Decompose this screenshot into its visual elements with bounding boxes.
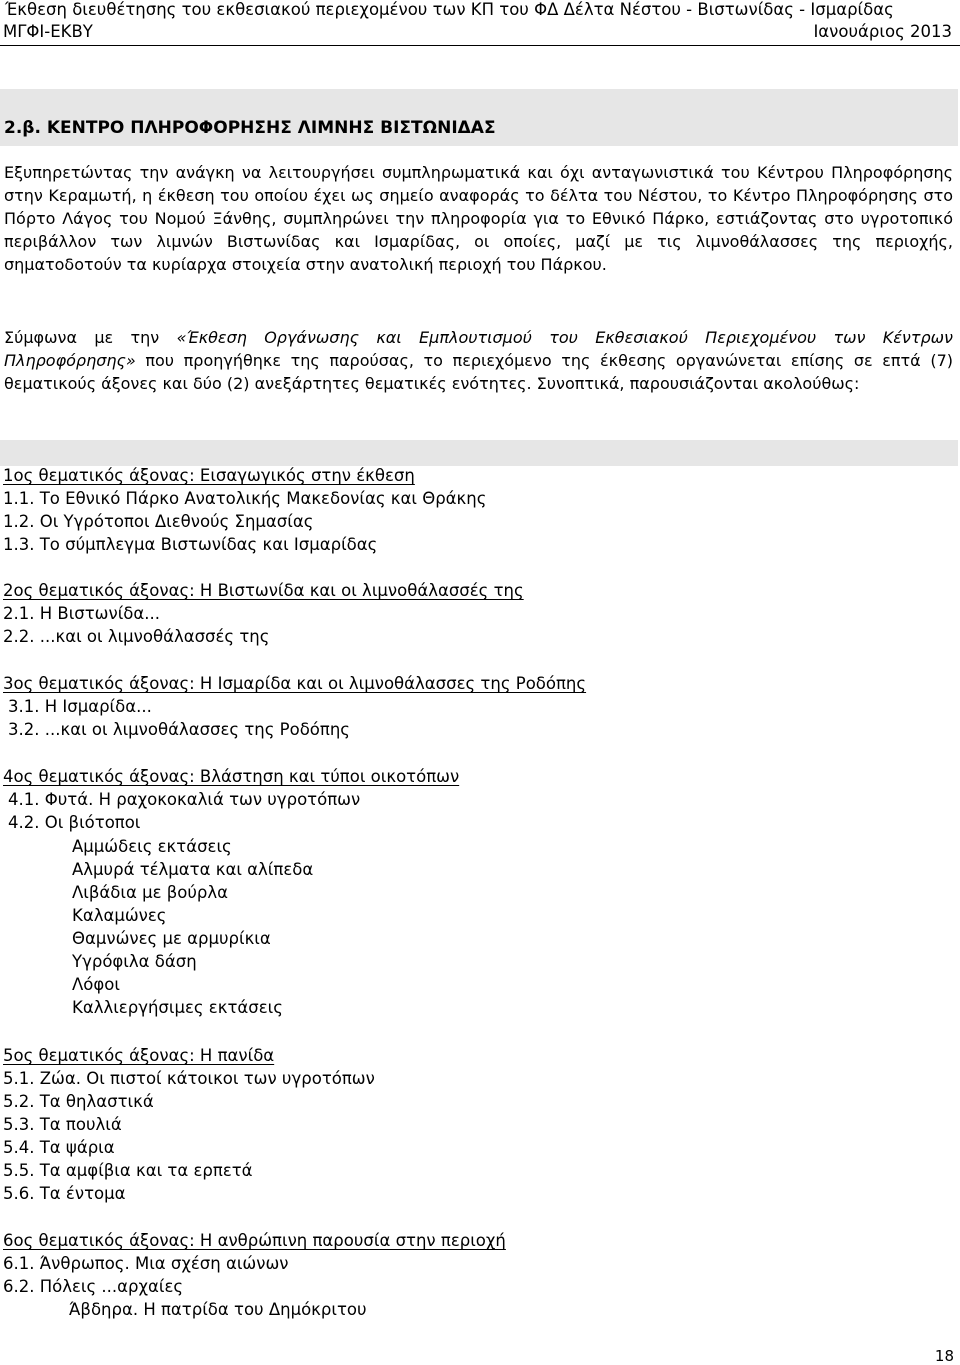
list-item: Υγρόφιλα δάση: [72, 952, 197, 971]
list-item: Άβδηρα. Η πατρίδα του Δημόκριτου: [69, 1300, 367, 1319]
list-item: 1.1. Το Εθνικό Πάρκο Ανατολικής Μακεδονίας και Θράκης: [3, 489, 487, 508]
thematic-axis-heading: 4ος θεματικός άξονας: Βλάστηση και τύποι οικοτόπων: [3, 767, 460, 786]
paragraph-text-end: που προηγήθηκε της παρούσας, το περιεχόμενο της έκθεσης οργανώνεται επίσης σε επτά (7) θεματικούς άξονες και δύο (2) ανεξάρτητες θεματικές ενότητες. Συνοπτικά, παρουσιάζονται ακολούθως:: [4, 351, 953, 394]
header-rule: [0, 45, 960, 46]
list-item: Λόφοι: [72, 975, 120, 994]
list-item: 5.1. Ζώα. Οι πιστοί κάτοικοι των υγροτόπων: [3, 1069, 375, 1088]
thematic-axis-heading: 5ος θεματικός άξονας: Η πανίδα: [3, 1046, 275, 1065]
section-heading: 2.β. ΚΕΝΤΡΟ ΠΛΗΡΟΦΟΡΗΣΗΣ ΛΙΜΝΗΣ ΒΙΣΤΩΝΙΔΑΣ: [4, 118, 496, 138]
list-item: Θαμνώνες με αρμυρίκια: [72, 929, 271, 948]
list-item: 1.2. Οι Υγρότοποι Διεθνούς Σημασίας: [3, 512, 314, 531]
list-item: 5.5. Τα αμφίβια και τα ερπετά: [3, 1161, 253, 1180]
list-item: Καλαμώνες: [72, 906, 167, 925]
header-title: Έκθεση διευθέτησης του εκθεσιακού περιεχομένου των ΚΠ του ΦΔ Δέλτα Νέστου - Βιστωνίδας - Ισμαρίδας: [5, 0, 894, 19]
intro-paragraph: Εξυπηρετώντας την ανάγκη να λειτουργήσει συμπληρωματικά και όχι ανταγωνιστικά του Κέντρου Πληροφόρησης στην Κεραμωτή, η έκθεση του οποίου έχει ως σημείο αναφοράς το δέλτα του Νέστου, το Κέντρο Πληροφόρησης στο Πόρτο Λάγος του Νομού Ξάνθης, συμπληρώνει την πληροφορία για το Εθνικό Πάρκο, εστιάζοντας στο υγροτοπικό περιβάλλον των λιμνών Βιστωνίδας και Ισμαρίδας, οι οποίες, μαζί με τις λιμνοθάλασσες της περιοχής, σηματοδοτούν τα κυρίαρχα στοιχεία στην ανατολική περιοχή του Πάρκου.: [4, 163, 953, 275]
list-item: 3.2. ...και οι λιμνοθάλασσες της Ροδόπης: [8, 720, 350, 739]
list-item: 6.2. Πόλεις ...αρχαίες: [3, 1277, 184, 1296]
list-item: 5.6. Τα έντομα: [3, 1184, 126, 1203]
header-date: Ιανουάριος 2013: [813, 22, 952, 41]
list-item: 5.2. Τα θηλαστικά: [3, 1092, 154, 1111]
list-item: 1.3. Το σύμπλεγμα Βιστωνίδας και Ισμαρίδας: [3, 535, 378, 554]
list-item: 5.3. Τα πουλιά: [3, 1115, 122, 1134]
separator-band: [0, 440, 958, 466]
thematic-axis-heading: 1ος θεματικός άξονας: Εισαγωγικός στην έκθεση: [3, 466, 415, 485]
list-item: 4.1. Φυτά. Η ραχοκοκαλιά των υγροτόπων: [8, 790, 361, 809]
paragraph-text-start: Σύμφωνα με την: [4, 328, 177, 347]
list-item: Καλλιεργήσιμες εκτάσεις: [72, 998, 283, 1017]
thematic-axis-heading: 2ος θεματικός άξονας: Η Βιστωνίδα και οι λιμνοθάλασσές της: [3, 581, 524, 600]
list-item: 6.1. Άνθρωπος. Μια σχέση αιώνων: [3, 1254, 289, 1273]
page-number: 18: [934, 1347, 954, 1365]
list-item: Αλμυρά τέλματα και αλίπεδα: [72, 860, 314, 879]
thematic-axis-heading: 3ος θεματικός άξονας: Η Ισμαρίδα και οι λιμνοθάλασσες της Ροδόπης: [3, 674, 587, 693]
header-organization: ΜΓΦΙ-ΕΚΒΥ: [3, 22, 93, 41]
list-item: Λιβάδια με βούρλα: [72, 883, 229, 902]
list-item: 5.4. Τα ψάρια: [3, 1138, 115, 1157]
list-item: 3.1. Η Ισμαρίδα...: [8, 697, 152, 716]
list-item: 2.2. ...και οι λιμνοθάλασσές της: [3, 627, 270, 646]
organization-paragraph: [4, 326, 953, 395]
list-item: 2.1. Η Βιστωνίδα...: [3, 604, 160, 623]
thematic-axis-heading: 6ος θεματικός άξονας: Η ανθρώπινη παρουσία στην περιοχή: [3, 1231, 506, 1250]
report-title-reference: «Έκθεση Οργάνωσης και Εμπλουτισμού του Εκθεσιακού Περιεχομένου των Κέντρων Πληροφόρησης»: [4, 328, 953, 371]
list-item: 4.2. Οι βιότοποι: [8, 813, 141, 832]
list-item: Αμμώδεις εκτάσεις: [72, 837, 232, 856]
